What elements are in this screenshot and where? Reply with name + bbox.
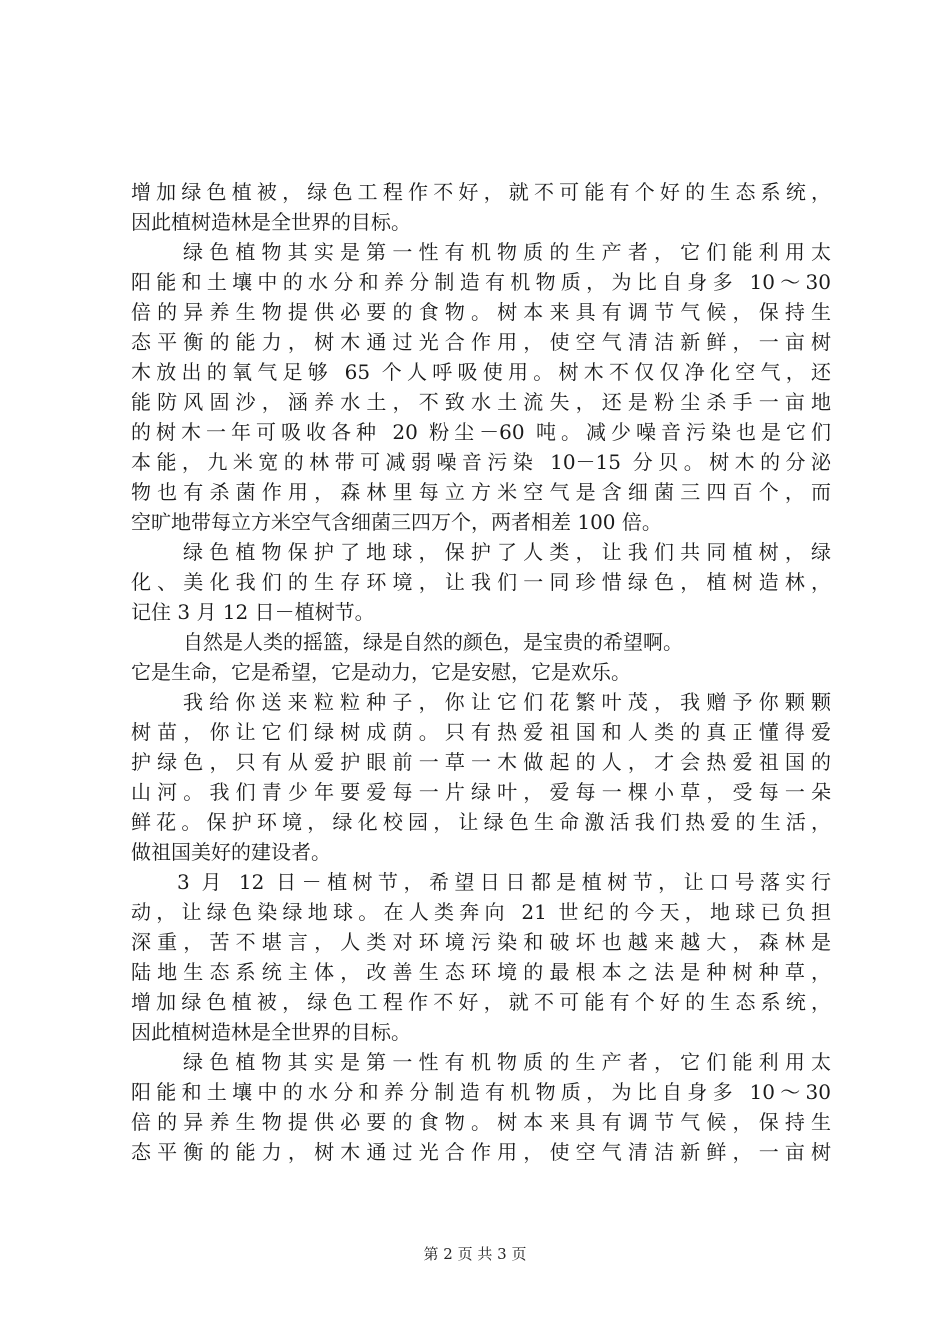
text-line: 自然是人类的摇篮，绿是自然的颜色，是宝贵的希望啊。 bbox=[183, 630, 683, 654]
text-line: 倍的异养生物提供必要的食物。树本来具有调节气候，保持生 bbox=[131, 300, 831, 324]
body-text bbox=[131, 177, 831, 1167]
text-line: 3 月 12 日－植树节，希望日日都是植树节，让口号落实行 bbox=[177, 870, 831, 894]
text-line: 动，让绿色染绿地球。在人类奔向 21 世纪的今天，地球已负担 bbox=[131, 900, 831, 924]
text-line: 本能，九米宽的林带可减弱噪音污染 10－15 分贝。树木的分泌 bbox=[131, 450, 831, 474]
text-line: 陆地生态系统主体，改善生态环境的最根本之法是种树种草， bbox=[131, 960, 831, 984]
text-line: 绿色植物其实是第一性有机物质的生产者，它们能利用太 bbox=[183, 1050, 831, 1074]
text-line: 绿色植物保护了地球，保护了人类，让我们共同植树，绿 bbox=[183, 540, 831, 564]
text-line: 因此植树造林是全世界的目标。 bbox=[131, 210, 411, 234]
text-line: 山河。我们青少年要爱每一片绿叶，爱每一棵小草，受每一朵 bbox=[131, 780, 831, 804]
text-line: 因此植树造林是全世界的目标。 bbox=[131, 1020, 411, 1044]
text-line: 鲜花。保护环境，绿化校园，让绿色生命激活我们热爱的生活， bbox=[131, 810, 831, 834]
text-line: 阳能和土壤中的水分和养分制造有机物质，为比自身多 10～30 bbox=[131, 270, 831, 294]
text-line: 倍的异养生物提供必要的食物。树本来具有调节气候，保持生 bbox=[131, 1110, 831, 1134]
text-line: 做祖国美好的建设者。 bbox=[131, 840, 331, 864]
text-line: 阳能和土壤中的水分和养分制造有机物质，为比自身多 10～30 bbox=[131, 1080, 831, 1104]
text-line: 态平衡的能力，树木通过光合作用，使空气清洁新鲜，一亩树 bbox=[131, 330, 831, 354]
text-line: 它是生命，它是希望，它是动力，它是安慰，它是欢乐。 bbox=[131, 660, 631, 684]
page-number-footer: 第 2 页 共 3 页 bbox=[423, 1245, 527, 1263]
text-line: 化、美化我们的生存环境，让我们一同珍惜绿色，植树造林， bbox=[131, 570, 831, 594]
text-line: 绿色植物其实是第一性有机物质的生产者，它们能利用太 bbox=[183, 240, 831, 264]
text-line: 木放出的氧气足够 65 个人呼吸使用。树木不仅仅净化空气，还 bbox=[131, 360, 831, 384]
text-line: 的树木一年可吸收各种 20 粉尘－60 吨。减少噪音污染也是它们 bbox=[131, 420, 831, 444]
text-line: 增加绿色植被，绿色工程作不好，就不可能有个好的生态系统， bbox=[131, 990, 831, 1014]
text-line: 护绿色，只有从爱护眼前一草一木做起的人，才会热爱祖国的 bbox=[131, 750, 831, 774]
text-line: 树苗，你让它们绿树成荫。只有热爱祖国和人类的真正懂得爱 bbox=[131, 720, 831, 744]
text-line: 物也有杀菌作用，森林里每立方米空气是含细菌三四百个，而 bbox=[131, 480, 831, 504]
text-line: 深重，苦不堪言，人类对环境污染和破坏也越来越大，森林是 bbox=[131, 930, 831, 954]
text-line: 记住 3 月 12 日－植树节。 bbox=[131, 600, 375, 624]
text-line: 增加绿色植被，绿色工程作不好，就不可能有个好的生态系统， bbox=[131, 180, 831, 204]
text-line: 我给你送来粒粒种子，你让它们花繁叶茂，我赠予你颗颗 bbox=[183, 690, 831, 714]
text-line: 空旷地带每立方米空气含细菌三四万个，两者相差 100 倍。 bbox=[131, 510, 662, 534]
text-line: 能防风固沙，涵养水土，不致水土流失，还是粉尘杀手一亩地 bbox=[131, 390, 831, 414]
text-line: 态平衡的能力，树木通过光合作用，使空气清洁新鲜，一亩树 bbox=[131, 1140, 831, 1164]
